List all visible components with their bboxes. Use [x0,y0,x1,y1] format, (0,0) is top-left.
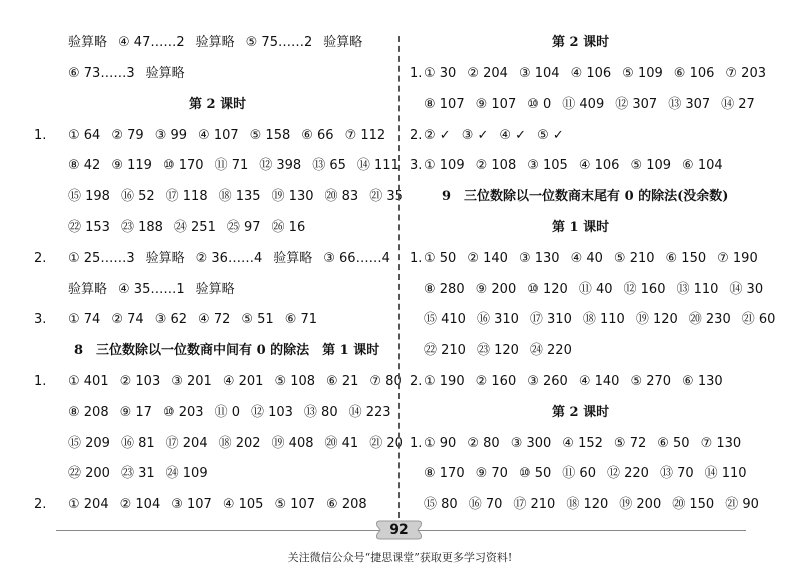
answer-item: ⑪ 0 [214,405,240,420]
answer-item: ④ 106 [570,66,612,81]
answer-line [68,251,390,267]
answer-line [68,436,403,452]
answer-item: ⑥ 66 [301,128,334,143]
answer-item: ⑭ 111 [356,158,399,173]
answer-item: ⑳ 150 [672,497,715,512]
answer-item: ⑫ 398 [259,158,302,173]
answer-item: ⑳ 41 [324,436,359,451]
answer-item: ⑧ 170 [424,466,465,481]
answer-item: ⑯ 52 [120,189,155,204]
lesson-title: 第 2 课时 [552,35,610,50]
answer-item: ㉔ 251 [173,220,216,235]
answer-item: 验算略 [68,282,108,297]
answer-item: ⑳ 83 [324,189,359,204]
answer-item: ③ 99 [154,128,188,143]
answer-item: ② 80 [467,436,500,451]
answer-line [68,405,391,421]
problem-label: 2. [410,128,423,143]
answer-item: 验算略 [195,35,235,50]
answer-item: ㉔ 220 [529,343,572,358]
answer-item: ⑲ 200 [619,497,662,512]
answer-line [424,282,763,298]
answer-item: ⑲ 408 [271,436,314,451]
answer-line [68,220,305,236]
problem-label: 2. [34,251,47,266]
answer-item: ⑮ 80 [424,497,458,512]
answer-item: ⑤ 107 [274,497,316,512]
answer-item: ③ 300 [510,436,552,451]
answer-item: ⑫ 103 [250,405,293,420]
answer-item: ⑲ 130 [271,189,314,204]
answer-item: ③ 62 [154,312,188,327]
answer-item: ⑳ 230 [688,312,731,327]
answer-item: ㉑ 60 [741,312,776,327]
answer-item: ⑮ 410 [424,312,466,327]
answer-item: ⑲ 120 [635,312,678,327]
answer-item: ③ 107 [171,497,212,512]
answer-item: ① 401 [68,374,109,389]
answer-item: ⑧ 208 [68,405,109,420]
answer-line [424,158,723,174]
answer-item: ⑱ 110 [582,312,625,327]
answer-item: ⑦ 190 [717,251,758,266]
answer-item: ⑱ 202 [218,436,261,451]
answer-item: ㉑ 20 [369,436,403,451]
answer-item: ⑪ 71 [214,158,249,173]
answer-item: ① 64 [68,128,101,143]
answer-item: ⑥ 50 [657,436,690,451]
answer-item: ⑤ 270 [630,374,672,389]
answer-item: 验算略 [145,251,185,266]
answer-line [68,282,235,298]
answer-item: ㉓ 31 [120,466,155,481]
answer-item: ③ ✓ [461,128,489,143]
answer-item: ⑥ 150 [665,251,707,266]
answer-item: ④ 105 [222,497,264,512]
answer-item: 验算略 [145,66,185,81]
answer-item: ⑭ 30 [729,282,764,297]
problem-label: 2. [34,497,47,512]
answer-item: ㉓ 188 [120,220,163,235]
answer-item: ⑤ 210 [613,251,655,266]
problem-label: 3. [410,158,423,173]
answer-item: ⑧ 280 [424,282,465,297]
answer-item: ⑭ 223 [348,405,391,420]
answer-item: ⑯ 310 [476,312,519,327]
answer-item: ① 74 [68,312,101,327]
answer-item: ③ 104 [518,66,560,81]
answer-item: ⑰ 210 [513,497,556,512]
answer-item: ④ 40 [570,251,603,266]
answer-item: ⑪ 409 [562,97,605,112]
answer-item: ② ✓ [424,128,451,143]
answer-item: ⑤ 109 [622,66,663,81]
answer-item: ② 103 [119,374,161,389]
answer-item: ⑩ 203 [162,405,204,420]
answer-item: ⑩ 120 [527,282,568,297]
answer-item: ① 25……3 [68,251,135,266]
answer-item: ㉔ 109 [165,466,208,481]
answer-item: ④ 201 [222,374,264,389]
answer-item: ④ 152 [562,436,603,451]
answer-item: ② 104 [119,497,161,512]
answer-item: ⑯ 81 [120,436,155,451]
answer-item: ① 30 [424,66,457,81]
answer-item: ④ 106 [578,158,620,173]
answer-item: ② 160 [475,374,517,389]
answer-line [68,189,403,205]
answer-line [68,158,399,174]
answer-item: ⑫ 307 [615,97,658,112]
answer-line [68,66,185,82]
answer-item: ⑰ 118 [165,189,208,204]
footer-note: 关注微信公众号“捷思课堂”获取更多学习资料! [287,551,513,564]
answer-line [68,35,362,51]
answer-item: ⑤ 72 [613,436,647,451]
answer-item: ⑨ 70 [475,466,508,481]
answer-item: ⑨ 17 [119,405,152,420]
answer-item: ⑰ 204 [165,436,208,451]
answer-item: ㉒ 200 [68,466,110,481]
answer-item: ③ 130 [518,251,560,266]
answer-item: ① 109 [424,158,465,173]
answer-line [424,251,758,267]
answer-item: ③ 260 [527,374,568,389]
answer-line [424,497,759,513]
answer-item: ⑥ 104 [682,158,723,173]
answer-line [68,466,208,482]
answer-item: ㉒ 210 [424,343,466,358]
answer-item: ⑭ 27 [721,97,755,112]
problem-label: 1. [410,66,423,81]
answer-item: ① 204 [68,497,109,512]
answer-item: ① 190 [424,374,465,389]
answer-item: ⑮ 198 [68,189,110,204]
answer-item: ⑤ ✓ [537,128,564,143]
answer-item: ④ 140 [578,374,620,389]
problem-label: 1. [34,128,47,143]
answer-item: ⑭ 110 [704,466,747,481]
answer-item: ⑨ 200 [475,282,517,297]
answer-item: ⑧ 107 [424,97,465,112]
answer-item: ⑥ 208 [326,497,367,512]
answer-item: ② 36……4 [195,251,263,266]
lesson-title: 第 2 课时 [552,405,610,420]
answer-line [68,497,367,513]
answer-item: ③ 201 [171,374,212,389]
answer-item: ② 204 [467,66,508,81]
answer-item: ㉑ 35 [369,189,403,204]
answer-line [424,343,572,359]
answer-item: ④ 47……2 [118,35,185,50]
answer-line [424,466,747,482]
lesson-title: 第 2 课时 [189,97,247,112]
problem-label: 1. [410,251,423,266]
answer-line [424,312,775,328]
unit-title: 9 三位数除以一位数商末尾有 0 的除法(没余数) [442,189,729,204]
answer-item: ⑬ 70 [659,466,694,481]
answer-item: ⑤ 158 [249,128,291,143]
answer-item: ⑫ 160 [623,282,666,297]
answer-line [68,312,317,328]
answer-line [424,374,723,390]
answer-item: ① 90 [424,436,457,451]
answer-item: ④ ✓ [499,128,527,143]
answer-item: 验算略 [323,35,363,50]
answer-line [68,374,402,390]
answer-item: ⑥ 106 [673,66,715,81]
answer-item: ⑦ 203 [725,66,766,81]
answer-item: ④ 35……1 [118,282,185,297]
answer-item: ⑩ 170 [162,158,204,173]
answer-item: ⑥ 71 [284,312,318,327]
answer-item: ⑧ 42 [68,158,101,173]
answer-line [68,128,385,144]
answer-item: ⑬ 110 [676,282,719,297]
answer-item: ⑯ 70 [468,497,503,512]
answer-item: ① 50 [424,251,457,266]
answer-item: ⑬ 65 [312,158,346,173]
answer-item: ⑱ 135 [218,189,261,204]
answer-line [424,97,755,113]
problem-label: 1. [34,374,47,389]
answer-item: ⑨ 107 [475,97,517,112]
problem-label: 1. [410,436,423,451]
answer-item: 验算略 [68,35,108,50]
answer-item: ⑬ 80 [303,405,338,420]
answer-item: ⑤ 75……2 [245,35,313,50]
problem-label: 3. [34,312,47,327]
answer-item: 验算略 [273,251,313,266]
answer-item: ② 140 [467,251,508,266]
answer-item: ⑫ 220 [606,466,649,481]
answer-item: ⑮ 209 [68,436,110,451]
answer-item: ⑱ 120 [566,497,609,512]
answer-item: ② 74 [111,312,144,327]
answer-item: ⑥ 73……3 [68,66,135,81]
answer-item: ㉑ 90 [725,497,759,512]
answer-item: ㉓ 120 [476,343,519,358]
answer-item: ⑥ 130 [682,374,723,389]
page-number: 92 [389,522,409,538]
answer-line [424,128,564,144]
answer-item: ④ 72 [198,312,231,327]
answer-item: 验算略 [195,282,235,297]
column-divider [398,36,400,518]
answer-line [424,436,741,452]
answer-item: ③ 66……4 [323,251,390,266]
answer-item: ⑨ 119 [111,158,152,173]
answer-item: ⑤ 51 [241,312,274,327]
answer-item: ⑦ 130 [700,436,742,451]
lesson-title: 第 1 课时 [552,220,610,235]
answer-item: ⑤ 109 [630,158,672,173]
answer-item: ⑪ 60 [562,466,596,481]
answer-line [424,66,766,82]
answer-item: ⑦ 112 [344,128,386,143]
answer-item: ⑰ 310 [529,312,572,327]
problem-label: 2. [410,374,423,389]
answer-item: ㉒ 153 [68,220,110,235]
answer-item: ⑦ 80 [369,374,402,389]
unit-title: 8 三位数除以一位数商中间有 0 的除法 第 1 课时 [74,343,380,358]
answer-item: ㉖ 16 [271,220,306,235]
answer-item: ⑬ 307 [668,97,711,112]
answer-item: ⑩ 50 [518,466,552,481]
answer-item: ② 79 [111,128,144,143]
answer-item: ⑤ 108 [274,374,316,389]
answer-item: ㉕ 97 [226,220,261,235]
answer-item: ③ 105 [527,158,568,173]
answer-item: ⑥ 21 [326,374,359,389]
answer-item: ② 108 [475,158,517,173]
answer-item: ④ 107 [198,128,239,143]
answer-item: ⑩ 0 [527,97,552,112]
answer-item: ⑪ 40 [578,282,613,297]
